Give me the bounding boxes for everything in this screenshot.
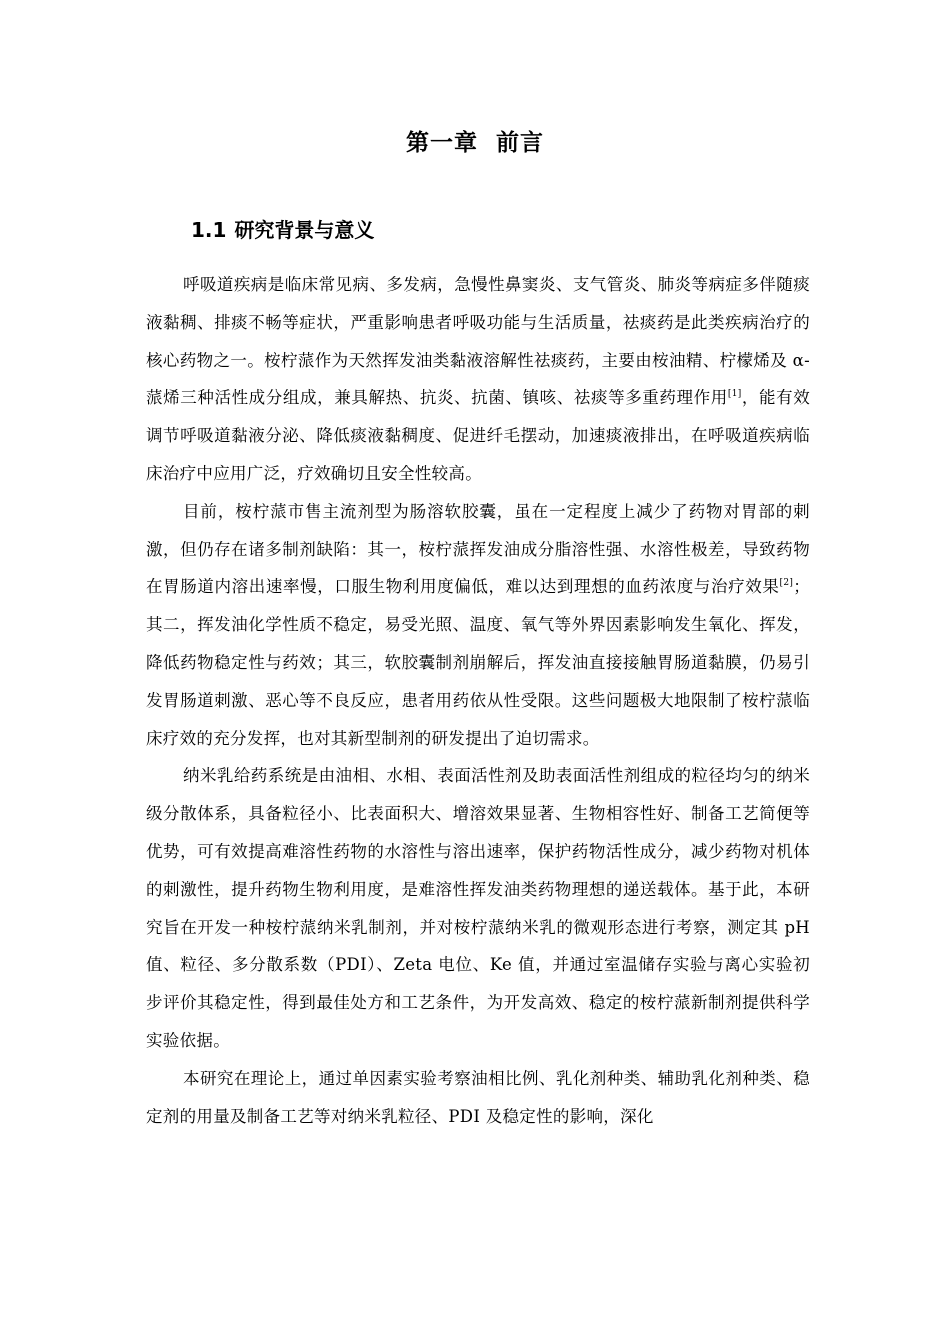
paragraph [146, 493, 810, 758]
paragraph [146, 757, 810, 1059]
section-name: 研究背景与意义 [234, 218, 375, 242]
paragraph-text: 纳米乳给药系统是由油相、水相、表面活性剂及助表面活性剂组成的粒径均匀的纳米级分散体系，具备粒径小、比表面积大、增溶效果显著、生物相容性好、制备工艺简便等优势，可有效提高难溶性药物的水溶性与溶出速率，保护药物活性成分，减少药物对机体的刺激性，提升药物生物利用度，是难溶性挥发油类药物理想的递送载体。基于此，本研究旨在开发一种桉柠蒎纳米乳制剂，并对桉柠蒎纳米乳的微观形态进行考察，测定其 pH 值、粒径、多分散系数（PDI）、Zeta 电位、Ke 值，并通过室温储存实验与离心实验初步评价其稳定性，得到最佳处方和工艺条件，为开发高效、稳定的桉柠蒎新制剂提供科学实验依据。 [146, 766, 810, 1050]
paragraph [146, 1060, 810, 1136]
paragraph-text: 呼吸道疾病是临床常见病、多发病，急慢性鼻窦炎、支气管炎、肺炎等病症多伴随痰液黏稠、排痰不畅等症状，严重影响患者呼吸功能与生活质量，祛痰药是此类疾病治疗的核心药物之一。桉柠蒎作为天然挥发油类黏液溶解性祛痰药，主要由桉油精、柠檬烯及 α-蒎烯三种活性成分组成，兼具解热、抗炎、抗菌、镇咳、祛痰等多重药理作用 [146, 275, 810, 408]
paragraph [146, 266, 810, 493]
citation-ref: [1] [727, 389, 742, 400]
paragraph-text: 本研究在理论上，通过单因素实验考察油相比例、乳化剂种类、辅助乳化剂种类、稳定剂的用量及制备工艺等对纳米乳粒径、PDI 及稳定性的影响，深化 [146, 1068, 810, 1126]
paragraph-text: ，能有效调节呼吸道黏液分泌、降低痰液黏稠度、促进纤毛摆动，加速痰液排出，在呼吸道疾病临床治疗中应用广泛，疗效确切且安全性较高。 [146, 388, 811, 483]
chapter-name: 前言 [496, 130, 544, 156]
section-number: 1.1 [191, 218, 227, 242]
section-heading [191, 214, 374, 246]
body-text [146, 266, 810, 1135]
chapter-number: 第一章 [406, 130, 478, 156]
paragraph-text: ；其二，挥发油化学性质不稳定，易受光照、温度、氧气等外界因素影响发生氧化、挥发，降低药物稳定性与药效；其三，软胶囊制剂崩解后，挥发油直接接触胃肠道黏膜，仍易引发胃肠道刺激、恶心等不良反应，患者用药依从性受限。这些问题极大地限制了桉柠蒎临床疗效的充分发挥，也对其新型制剂的研发提出了迫切需求。 [146, 577, 810, 748]
citation-ref: [2] [779, 578, 794, 589]
paragraph-text: 目前，桉柠蒎市售主流剂型为肠溶软胶囊，虽在一定程度上减少了药物对胃部的刺激，但仍存在诸多制剂缺陷：其一，桉柠蒎挥发油成分脂溶性强、水溶性极差，导致药物在胃肠道内溶出速率慢，口服生物利用度偏低，难以达到理想的血药浓度与治疗效果 [146, 501, 810, 597]
chapter-title [0, 127, 950, 159]
